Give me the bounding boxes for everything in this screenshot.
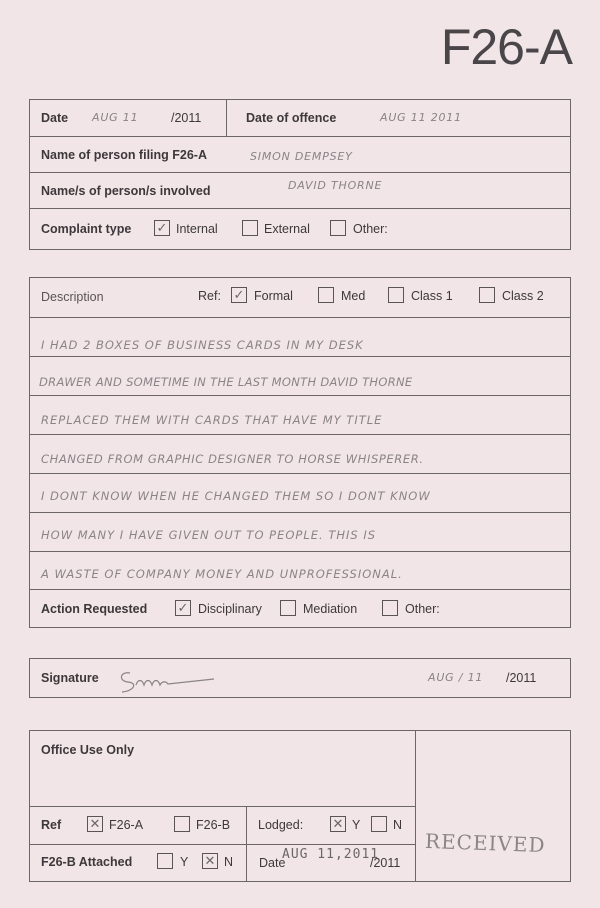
disciplinary-label: Disciplinary (198, 602, 262, 616)
attached-y-label: Y (180, 855, 189, 869)
office-section (29, 730, 571, 882)
lodged-y-label: Y (352, 818, 361, 832)
filer-row (30, 137, 570, 173)
received-stamp: RECEIVED (424, 828, 546, 858)
lodged-n-checkbox[interactable] (371, 816, 387, 832)
office-date-year: /2011 (370, 856, 401, 870)
date-row (30, 100, 570, 137)
description-line (30, 396, 570, 435)
offence-hand[interactable]: AUG 11 2011 (380, 111, 462, 124)
signature-date-year: /2011 (506, 671, 537, 685)
internal-label: Internal (176, 222, 218, 236)
action-other-checkbox[interactable] (382, 600, 398, 616)
complaint-label: Complaint type (41, 222, 132, 236)
signature-date-hand[interactable]: AUG / 11 (428, 671, 484, 684)
office-title: Office Use Only (41, 743, 135, 757)
office-ref-row (30, 806, 415, 807)
med-label: Med (341, 289, 366, 303)
description-line (30, 552, 570, 590)
attached-n-checkbox[interactable]: ✕ (202, 853, 218, 869)
offence-label: Date of offence (246, 111, 337, 125)
attached-y-checkbox[interactable] (157, 853, 173, 869)
date-hand[interactable]: AUG 11 (92, 111, 139, 124)
description-line (30, 474, 570, 513)
involved-hand[interactable]: DAVID THORNE (288, 179, 383, 192)
date-year: /2011 (171, 111, 202, 125)
ref-label: Ref: (198, 289, 221, 303)
internal-checkbox[interactable]: ✓ (154, 220, 170, 236)
external-checkbox[interactable] (242, 220, 258, 236)
divider (415, 731, 416, 881)
signature-label: Signature (41, 671, 99, 685)
form-id: F26-A (440, 19, 572, 75)
action-row (30, 590, 570, 628)
description-line (30, 357, 570, 396)
formal-checkbox[interactable]: ✓ (231, 287, 247, 303)
other-checkbox[interactable] (330, 220, 346, 236)
lodged-y-checkbox[interactable]: ✕ (330, 816, 346, 832)
divider (226, 100, 227, 136)
f26a-label: F26-A (109, 818, 144, 832)
f26b-label: F26-B (196, 818, 231, 832)
mediation-checkbox[interactable] (280, 600, 296, 616)
mediation-label: Mediation (303, 602, 358, 616)
description-line (30, 513, 570, 552)
office-date-label: Date (259, 856, 286, 870)
complaint-row (30, 209, 570, 249)
class2-checkbox[interactable] (479, 287, 495, 303)
description-line (30, 318, 570, 357)
description-section (29, 277, 571, 628)
involved-label: Name/s of person/s involved (41, 184, 211, 198)
signature-section (29, 658, 571, 698)
description-text[interactable]: DRAWER AND SOMETIME IN THE LAST MONTH DAVID THORNE (39, 375, 413, 389)
header-section (29, 99, 571, 250)
description-text[interactable]: CHANGED FROM GRAPHIC DESIGNER TO HORSE WHISPERER. (41, 452, 424, 466)
description-header-row (30, 278, 570, 318)
f26b-checkbox[interactable] (174, 816, 190, 832)
description-text[interactable]: I DONT KNOW WHEN HE CHANGED THEM SO I DONT KNOW (41, 489, 431, 503)
disciplinary-checkbox[interactable]: ✓ (175, 600, 191, 616)
office-ref-label: Ref (41, 818, 62, 832)
action-label: Action Requested (41, 602, 148, 616)
class1-label: Class 1 (411, 289, 453, 303)
class1-checkbox[interactable] (388, 287, 404, 303)
external-label: External (264, 222, 310, 236)
class2-label: Class 2 (502, 289, 544, 303)
date-label: Date (41, 111, 69, 125)
description-text[interactable]: REPLACED THEM WITH CARDS THAT HAVE MY TITLE (41, 413, 383, 427)
attached-n-label: N (224, 855, 234, 869)
attached-label: F26-B Attached (41, 855, 133, 869)
description-text[interactable]: I HAD 2 BOXES OF BUSINESS CARDS IN MY DESK (41, 338, 364, 352)
other-label: Other: (353, 222, 388, 236)
filer-hand[interactable]: SIMON DEMPSEY (250, 150, 353, 163)
f26a-checkbox[interactable]: ✕ (87, 816, 103, 832)
lodged-n-label: N (393, 818, 403, 832)
involved-row (30, 173, 570, 209)
filer-label: Name of person filing F26-A (41, 148, 207, 162)
description-text[interactable]: A WASTE OF COMPANY MONEY AND UNPROFESSIONAL. (41, 567, 403, 581)
office-date-stamp: AUG 11,2011 (282, 847, 380, 862)
divider (246, 806, 247, 881)
action-other-label: Other: (405, 602, 440, 616)
office-attached-row (30, 844, 415, 845)
formal-label: Formal (254, 289, 293, 303)
description-label: Description (41, 290, 104, 304)
description-line (30, 435, 570, 474)
med-checkbox[interactable] (318, 287, 334, 303)
lodged-label: Lodged: (258, 818, 304, 832)
signature-scribble[interactable] (114, 667, 224, 695)
description-text[interactable]: HOW MANY I HAVE GIVEN OUT TO PEOPLE. THIS IS (41, 528, 377, 542)
